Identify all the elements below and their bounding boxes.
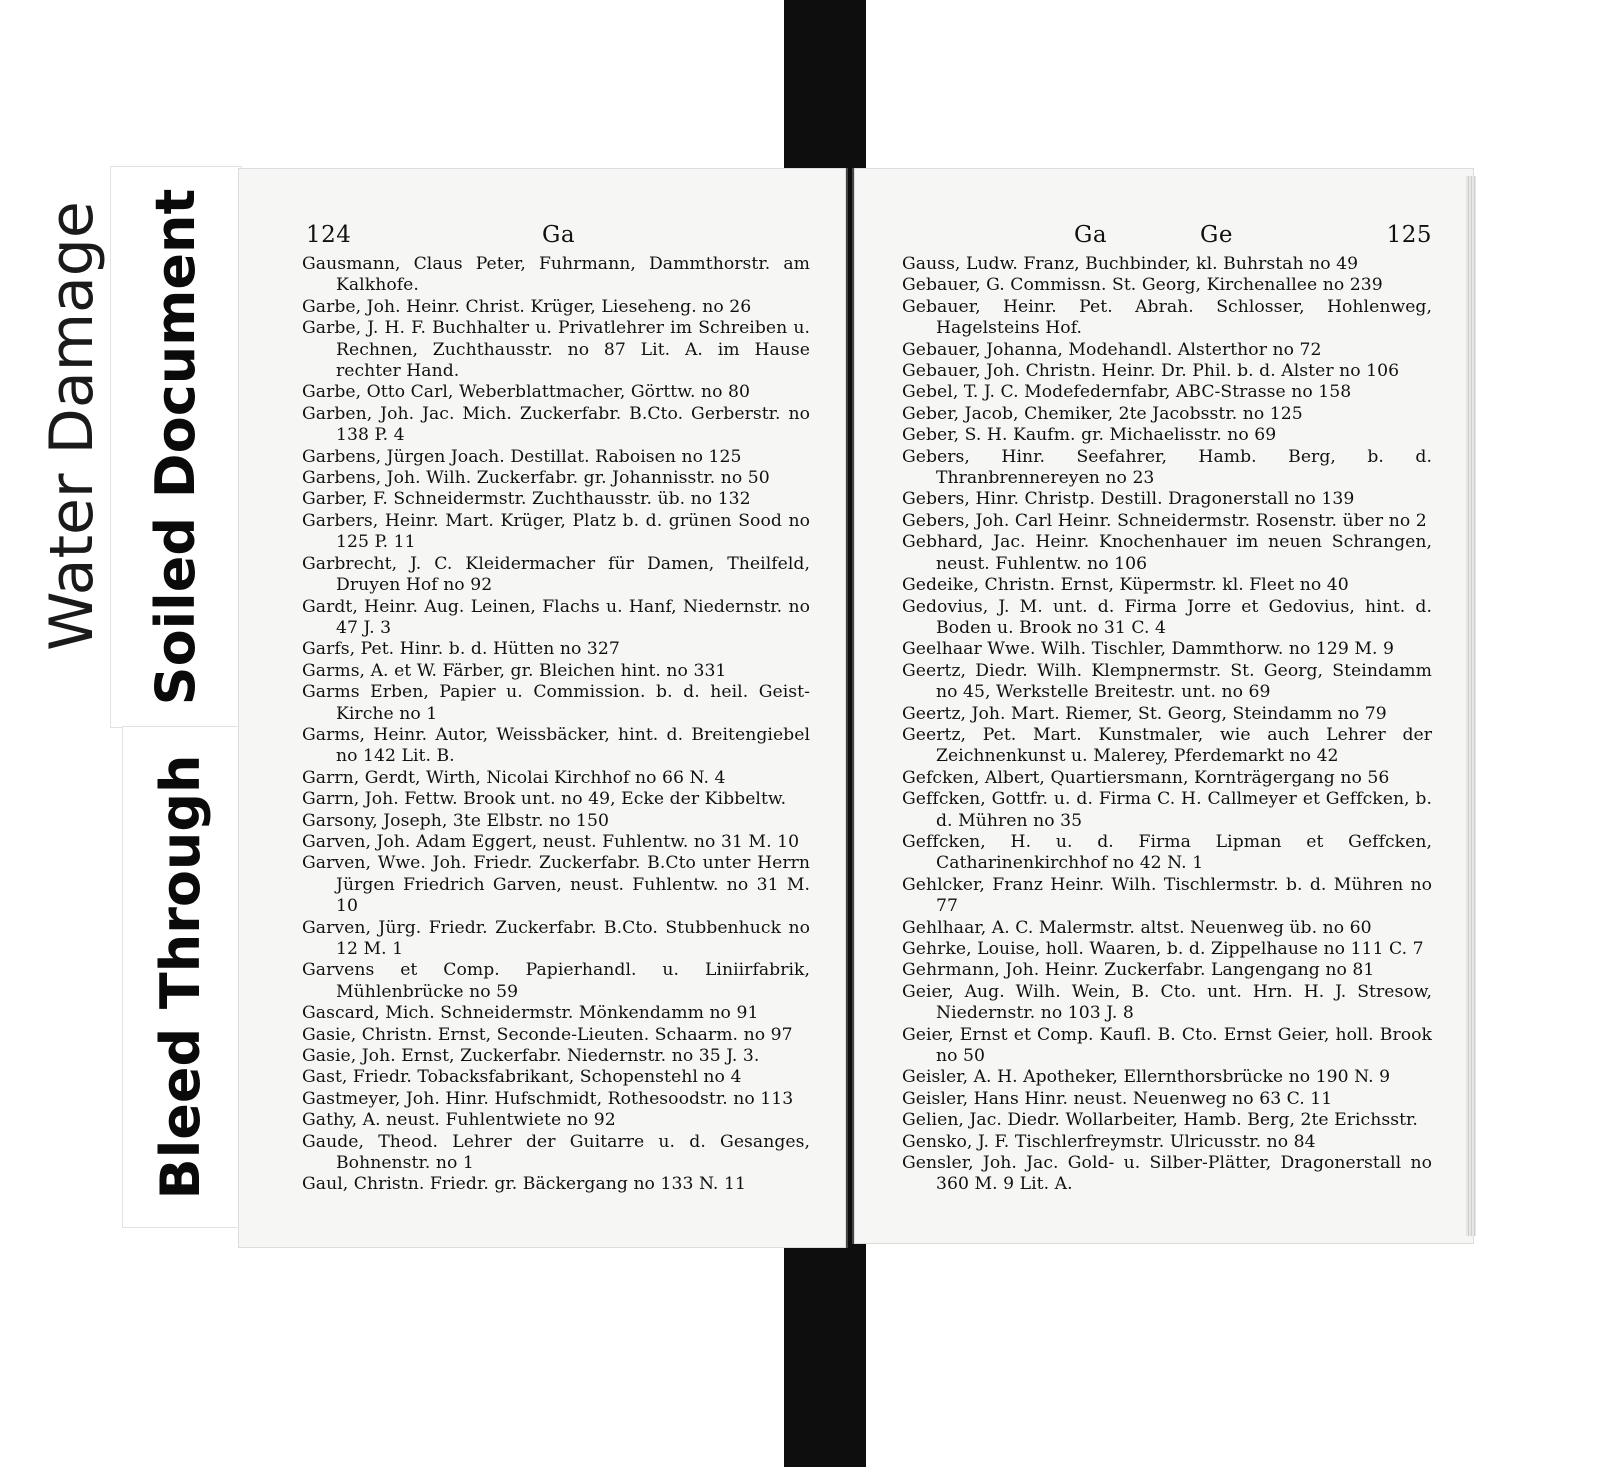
directory-entry: Gausmann, Claus Peter, Fuhrmann, Dammthorstr. am Kalkhofe. (302, 254, 810, 296)
directory-entry: Garsony, Joseph, 3te Elbstr. no 150 (302, 810, 609, 831)
directory-entry: Garms, A. et W. Färber, gr. Bleichen hint. no 331 (302, 660, 727, 681)
directory-entry: Gardt, Heinr. Aug. Leinen, Flachs u. Hanf, Niedernstr. no 47 J. 3 (302, 596, 810, 638)
directory-entry: Gedovius, J. M. unt. d. Firma Jorre et Gedovius, hint. d. Boden u. Brook no 31 C. 4 (902, 596, 1432, 638)
directory-entry: Gebauer, Heinr. Pet. Abrah. Schlosser, Hohlenweg, Hagelsteins Hof. (902, 296, 1432, 339)
directory-entry: Gastmeyer, Joh. Hinr. Hufschmidt, Rothesoodstr. no 113 (302, 1088, 794, 1109)
directory-entry: Gebers, Hinr. Seefahrer, Hamb. Berg, b. d. Thranbrennereyen no 23 (902, 446, 1432, 489)
directory-entry: Gast, Friedr. Tobacksfabrikant, Schopenstehl no 4 (302, 1067, 742, 1088)
directory-entry: Gaude, Theod. Lehrer der Guitarre u. d. Gesanges, Bohnenstr. no 1 (302, 1131, 810, 1174)
right-page (852, 168, 1474, 1244)
directory-entry: Garbe, Otto Carl, Weberblattmacher, Görttw. no 80 (302, 382, 751, 403)
page-edge (1466, 176, 1476, 1236)
directory-entry: Garber, F. Schneidermstr. Zuchthausstr. üb. no 132 (302, 489, 751, 510)
directory-entry: Gebauer, Johanna, Modehandl. Alsterthor no 72 (902, 339, 1322, 360)
directory-entry: Gehlcker, Franz Heinr. Wilh. Tischlermstr. b. d. Mühren no 77 (902, 874, 1432, 917)
directory-entry: Garbers, Heinr. Mart. Krüger, Platz b. d. grünen Sood no 125 P. 11 (302, 510, 810, 553)
soiled-document-label (110, 166, 242, 728)
directory-entry: Garbe, Joh. Heinr. Christ. Krüger, Lieseheng. no 26 (302, 296, 752, 317)
directory-entry: Gelien, Jac. Diedr. Wollarbeiter, Hamb. Berg, 2te Erichsstr. (902, 1110, 1418, 1131)
directory-entry: Gedeike, Christn. Ernst, Küpermstr. kl. Fleet no 40 (902, 575, 1349, 596)
directory-entry: Gehrke, Louise, holl. Waaren, b. d. Zippelhause no 111 C. 7 (902, 939, 1424, 959)
right-running-head-left: Ga (1074, 222, 1108, 248)
left-page-header (306, 222, 806, 252)
directory-entry: Geertz, Diedr. Wilh. Klempnermstr. St. Georg, Steindamm no 45, Werkstelle Breitestr. unt. no 69 (902, 660, 1432, 703)
directory-entry: Geertz, Joh. Mart. Riemer, St. Georg, Steindamm no 79 (902, 703, 1387, 724)
directory-entry: Gehlhaar, A. C. Malermstr. altst. Neuenweg üb. no 60 (902, 917, 1372, 938)
left-running-head: Ga (542, 222, 576, 248)
directory-entry: Gauss, Ludw. Franz, Buchbinder, kl. Buhrstah no 49 (902, 254, 1359, 274)
directory-entry: Garms Erben, Papier u. Commission. b. d. heil. Geist-Kirche no 1 (302, 682, 810, 724)
directory-entry: Gensler, Joh. Jac. Gold- u. Silber-Plätter, Dragonerstall no 360 M. 9 Lit. A. (902, 1153, 1432, 1195)
directory-entry: Gasie, Christn. Ernst, Seconde-Lieuten. Schaarm. no 97 (302, 1024, 793, 1045)
right-page-number: 125 (1386, 222, 1432, 248)
directory-entry: Garvens et Comp. Papierhandl. u. Liniirfabrik, Mühlenbrücke no 59 (302, 960, 810, 1002)
left-page-number: 124 (306, 222, 352, 248)
right-running-head-right: Ge (1200, 222, 1233, 248)
directory-entry: Gasie, Joh. Ernst, Zuckerfabr. Niedernstr. no 35 J. 3. (302, 1046, 760, 1067)
directory-entry: Garbens, Jürgen Joach. Destillat. Raboisen no 125 (302, 446, 742, 467)
left-page (238, 168, 848, 1248)
directory-entry: Geber, Jacob, Chemiker, 2te Jacobsstr. no 125 (902, 403, 1303, 424)
directory-entry: Garrn, Gerdt, Wirth, Nicolai Kirchhof no 66 N. 4 (302, 767, 726, 788)
directory-entry: Garbrecht, J. C. Kleidermacher für Damen, Theilfeld, Druyen Hof no 92 (302, 553, 810, 596)
left-entry-list (302, 254, 810, 1196)
directory-entry: Geier, Aug. Wilh. Wein, B. Cto. unt. Hrn. H. J. Stresow, Niedernstr. no 103 J. 8 (902, 981, 1432, 1024)
directory-entry: Geisler, Hans Hinr. neust. Neuenweg no 63 C. 11 (902, 1088, 1333, 1109)
directory-entry: Gebers, Joh. Carl Heinr. Schneidermstr. Rosenstr. über no 2 (902, 510, 1427, 531)
directory-entry: Gebers, Hinr. Christp. Destill. Dragonerstall no 139 (902, 489, 1355, 510)
directory-entry: Garven, Wwe. Joh. Friedr. Zuckerfabr. B.Cto unter Herrn Jürgen Friedrich Garven, neust. Fuhlentw. no 31 M. 10 (302, 853, 810, 917)
directory-entry: Garfs, Pet. Hinr. b. d. Hütten no 327 (302, 639, 620, 660)
directory-entry: Garms, Heinr. Autor, Weissbäcker, hint. d. Breitengiebel no 142 Lit. B. (302, 724, 810, 767)
directory-entry: Garbens, Joh. Wilh. Zuckerfabr. gr. Johannisstr. no 50 (302, 468, 770, 489)
directory-entry: Geelhaar Wwe. Wilh. Tischler, Dammthorw. no 129 M. 9 (902, 639, 1395, 660)
directory-entry: Geffcken, Gottfr. u. d. Firma C. H. Callmeyer et Geffcken, b. d. Mühren no 35 (902, 789, 1432, 831)
directory-entry: Gensko, J. F. Tischlerfreymstr. Ulricusstr. no 84 (902, 1131, 1316, 1152)
right-page-header (904, 222, 1432, 252)
directory-entry: Geber, S. H. Kaufm. gr. Michaelisstr. no 69 (902, 425, 1277, 446)
directory-entry: Garrn, Joh. Fettw. Brook unt. no 49, Ecke der Kibbeltw. (302, 789, 787, 810)
directory-entry: Geertz, Pet. Mart. Kunstmaler, wie auch Lehrer der Zeichnenkunst u. Malerey, Pferdemarkt no 42 (902, 724, 1432, 767)
directory-entry: Garven, Jürg. Friedr. Zuckerfabr. B.Cto. Stubbenhuck no 12 M. 1 (302, 917, 810, 959)
directory-entry: Gebel, T. J. C. Modefedernfabr, ABC-Strasse no 158 (902, 382, 1352, 403)
directory-entry: Gaul, Christn. Friedr. gr. Bäckergang no 133 N. 11 (302, 1174, 746, 1195)
right-entry-list (902, 254, 1432, 1196)
directory-entry: Gehrmann, Joh. Heinr. Zuckerfabr. Langengang no 81 (902, 960, 1375, 981)
water-damage-label (22, 186, 122, 666)
water-damage-text: Water Damage (37, 201, 107, 651)
directory-entry: Geier, Ernst et Comp. Kaufl. B. Cto. Ernst Geier, holl. Brook no 50 (902, 1024, 1432, 1067)
directory-entry: Gascard, Mich. Schneidermstr. Mönkendamm no 91 (302, 1003, 759, 1024)
directory-entry: Gathy, A. neust. Fuhlentwiete no 92 (302, 1110, 616, 1131)
directory-entry: Gebauer, Joh. Christn. Heinr. Dr. Phil. b. d. Alster no 106 (902, 361, 1400, 382)
bleed-through-text: Bleed Through (149, 754, 212, 1200)
directory-entry: Geffcken, H. u. d. Firma Lipman et Geffcken, Catharinenkirchhof no 42 N. 1 (902, 831, 1432, 874)
directory-entry: Gefcken, Albert, Quartiersmann, Kornträgergang no 56 (902, 767, 1390, 788)
bleed-through-label (122, 726, 240, 1228)
directory-entry: Gebauer, G. Commissn. St. Georg, Kirchenallee no 239 (902, 275, 1383, 296)
directory-entry: Garven, Joh. Adam Eggert, neust. Fuhlentw. no 31 M. 10 (302, 831, 800, 852)
directory-entry: Garbe, J. H. F. Buchhalter u. Privatlehrer im Schreiben u. Rechnen, Zuchthausstr. no 87 Lit. A. im Hause rechter Hand. (302, 318, 810, 382)
directory-entry: Gebhard, Jac. Heinr. Knochenhauer im neuen Schrangen, neust. Fuhlentw. no 106 (902, 532, 1432, 574)
directory-entry: Geisler, A. H. Apotheker, Ellernthorsbrücke no 190 N. 9 (902, 1067, 1391, 1088)
directory-entry: Garben, Joh. Jac. Mich. Zuckerfabr. B.Cto. Gerberstr. no 138 P. 4 (302, 403, 810, 446)
soiled-document-text: Soiled Document (144, 188, 207, 706)
